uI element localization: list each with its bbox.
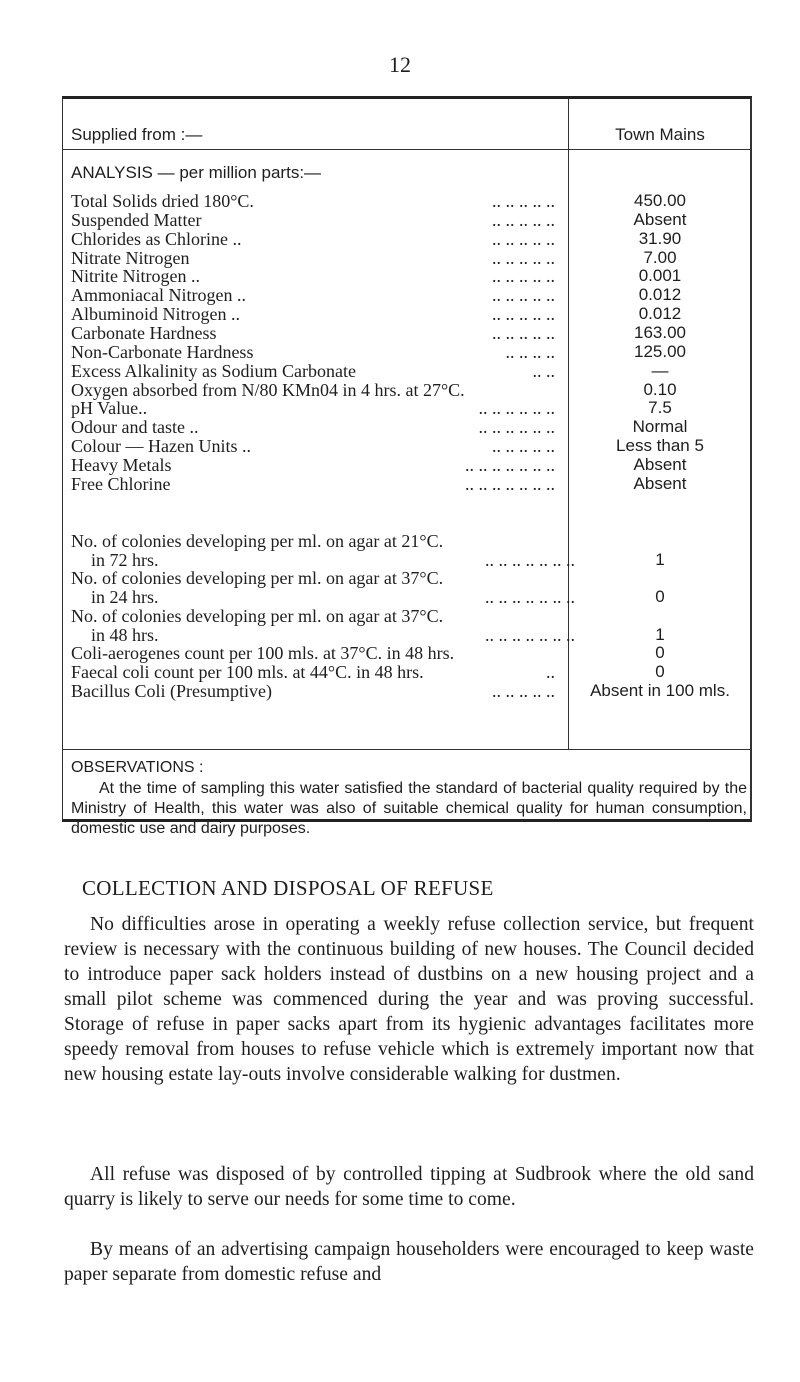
row-leader-dots: .. .. .. .. .. [492, 436, 555, 457]
analysis-row [71, 266, 567, 286]
row-leader-dots: .. .. .. .. .. .. .. [485, 624, 575, 645]
analysis-row [71, 304, 567, 324]
analysis-row [71, 210, 567, 230]
row-label: Albuminoid Nitrogen .. [71, 304, 240, 325]
row-label: Non-Carbonate Hardness [71, 341, 254, 362]
analysis-row [71, 643, 567, 663]
row-leader-dots: .. .. .. .. .. .. .. [485, 587, 575, 608]
water-analysis-table [62, 96, 752, 837]
row-leader-dots: .. .. .. .. .. .. [478, 398, 555, 419]
row-value: 0.012 [638, 285, 682, 305]
row-leader-dots: .. .. .. .. .. [492, 228, 555, 249]
row-leader-dots: .. .. .. .. .. .. .. [485, 549, 575, 570]
row-leader-dots: .. .. .. .. .. [492, 191, 555, 211]
row-leader-dots: .. .. .. .. .. [492, 209, 555, 230]
row-label: Colour — Hazen Units .. [71, 436, 251, 457]
row-label: in 24 hrs. [91, 587, 159, 608]
row-value: Absent [633, 209, 687, 229]
supplied-from-label: Supplied from :— [71, 125, 203, 144]
paragraph: No difficulties arose in operating a weekly refuse collection service, but frequent review is necessary with the continuous building of new houses. The Council decided to introduce paper sack holders instead of dustbins on a new housing project and a small pilot scheme was commenced during the year and was proving successful. Storage of refuse in paper sacks apart from its hygienic advantages facilitates more speedy removal from houses to refuse vehicle which is extremely important now that new housing estate lay-outs involve considerable walking for dustmen. [64, 914, 754, 1085]
row-label: Suspended Matter [71, 209, 202, 230]
analysis-row [91, 550, 587, 570]
section-heading: COLLECTION AND DISPOSAL OF REFUSE [82, 876, 494, 900]
row-leader-dots: .. .. .. .. .. .. [478, 417, 555, 438]
row-value: — [651, 360, 669, 380]
row-value: Absent [633, 454, 687, 474]
row-leader-dots: .. .. .. .. .. .. .. [465, 473, 555, 494]
row-label: Excess Alkalinity as Sodium Carbonate [71, 360, 356, 381]
row-label: No. of colonies developing per ml. on agar at 21°C. [71, 531, 444, 551]
row-value: 450.00 [634, 191, 686, 210]
row-label: Carbonate Hardness [71, 322, 217, 343]
analysis-row [71, 229, 567, 249]
header-divider [63, 149, 750, 150]
row-label: Coli-aerogenes count per 100 mls. at 37°C. in 48 hrs. [71, 643, 455, 664]
analysis-row [71, 398, 567, 418]
row-value: 0.10 [643, 379, 677, 399]
analysis-row [71, 681, 567, 701]
row-value: Normal [632, 417, 688, 437]
row-label: in 72 hrs. [91, 549, 159, 570]
row-label: Odour and taste .. [71, 417, 199, 438]
observations-title: OBSERVATIONS : [71, 759, 204, 776]
analysis-row [71, 380, 567, 400]
observations-divider [63, 749, 750, 750]
row-label: Heavy Metals [71, 454, 172, 475]
row-label: Bacillus Coli (Presumptive) [71, 680, 272, 701]
row-value: 1 [655, 549, 665, 569]
page-number: 12 [389, 52, 411, 77]
analysis-row [71, 361, 567, 381]
analysis-row [91, 625, 587, 645]
analysis-row [71, 662, 567, 682]
row-label: Chlorides as Chlorine .. [71, 228, 242, 249]
row-label: Ammoniacal Nitrogen .. [71, 285, 246, 306]
analysis-row [71, 248, 567, 268]
row-leader-dots: .. .. .. .. .. [492, 285, 555, 306]
row-label: Oxygen absorbed from N/80 KMn04 in 4 hrs. at 27°C. [71, 379, 465, 400]
row-leader-dots: .. .. .. .. .. [492, 680, 555, 701]
paragraph: By means of an advertising campaign householders were encouraged to keep waste paper separate from domestic refuse and [64, 1239, 754, 1285]
row-leader-dots: .. .. .. .. .. .. .. [465, 454, 555, 475]
analysis-row [71, 455, 567, 475]
row-label: Nitrite Nitrogen .. [71, 266, 200, 287]
analysis-title: ANALYSIS — per million parts:— [71, 163, 322, 182]
row-value: 7.00 [643, 247, 677, 267]
row-value: 163.00 [634, 322, 686, 342]
analysis-row [71, 342, 567, 362]
row-value: 0 [655, 661, 665, 681]
analysis-row [71, 568, 567, 588]
row-label: Nitrate Nitrogen [71, 247, 190, 268]
row-leader-dots: .. .. [532, 360, 555, 381]
row-leader-dots: .. [546, 661, 555, 682]
analysis-row [71, 285, 567, 305]
row-label: Total Solids dried 180°C. [71, 191, 254, 211]
row-value: 0.001 [638, 266, 682, 286]
row-label: pH Value.. [71, 398, 148, 419]
row-value: 31.90 [638, 228, 682, 248]
row-value: 7.5 [648, 398, 672, 418]
row-label: No. of colonies developing per ml. on agar at 37°C. [71, 568, 444, 589]
row-label: No. of colonies developing per ml. on agar at 37°C. [71, 605, 444, 626]
analysis-row [71, 606, 567, 626]
analysis-row [71, 191, 567, 211]
row-label: Free Chlorine [71, 473, 171, 494]
paragraph: All refuse was disposed of by controlled tipping at Sudbrook where the old sand quarry is likely to serve our needs for some time to come. [64, 1164, 754, 1210]
supplied-from-value: Town Mains [615, 125, 705, 144]
analysis-row [71, 474, 567, 494]
row-value: Absent [633, 473, 687, 493]
row-value: Absent in 100 mls. [590, 680, 730, 700]
row-value: 1 [655, 624, 665, 644]
row-leader-dots: .. .. .. .. .. [492, 247, 555, 268]
row-leader-dots: .. .. .. .. .. [492, 266, 555, 287]
analysis-row [71, 531, 567, 551]
row-value: 0 [655, 643, 665, 663]
analysis-row [71, 436, 567, 456]
row-leader-dots: .. .. .. .. .. [492, 322, 555, 343]
row-value: Less than 5 [616, 436, 704, 456]
analysis-row [71, 417, 567, 437]
observations-text: At the time of sampling this water satisfied the standard of bacterial quality required by the Ministry of Health, this water was also of suitable chemical quality for human consumption, domestic use and dairy purposes. [71, 780, 747, 837]
row-value: 125.00 [634, 341, 686, 361]
row-value: 0.012 [638, 304, 682, 324]
row-leader-dots: .. .. .. .. [505, 341, 555, 362]
analysis-row [91, 587, 587, 607]
row-leader-dots: .. .. .. .. .. [492, 304, 555, 325]
analysis-row [71, 323, 567, 343]
row-value: 0 [655, 587, 665, 607]
row-label: in 48 hrs. [91, 624, 159, 645]
row-label: Faecal coli count per 100 mls. at 44°C. in 48 hrs. [71, 661, 424, 682]
